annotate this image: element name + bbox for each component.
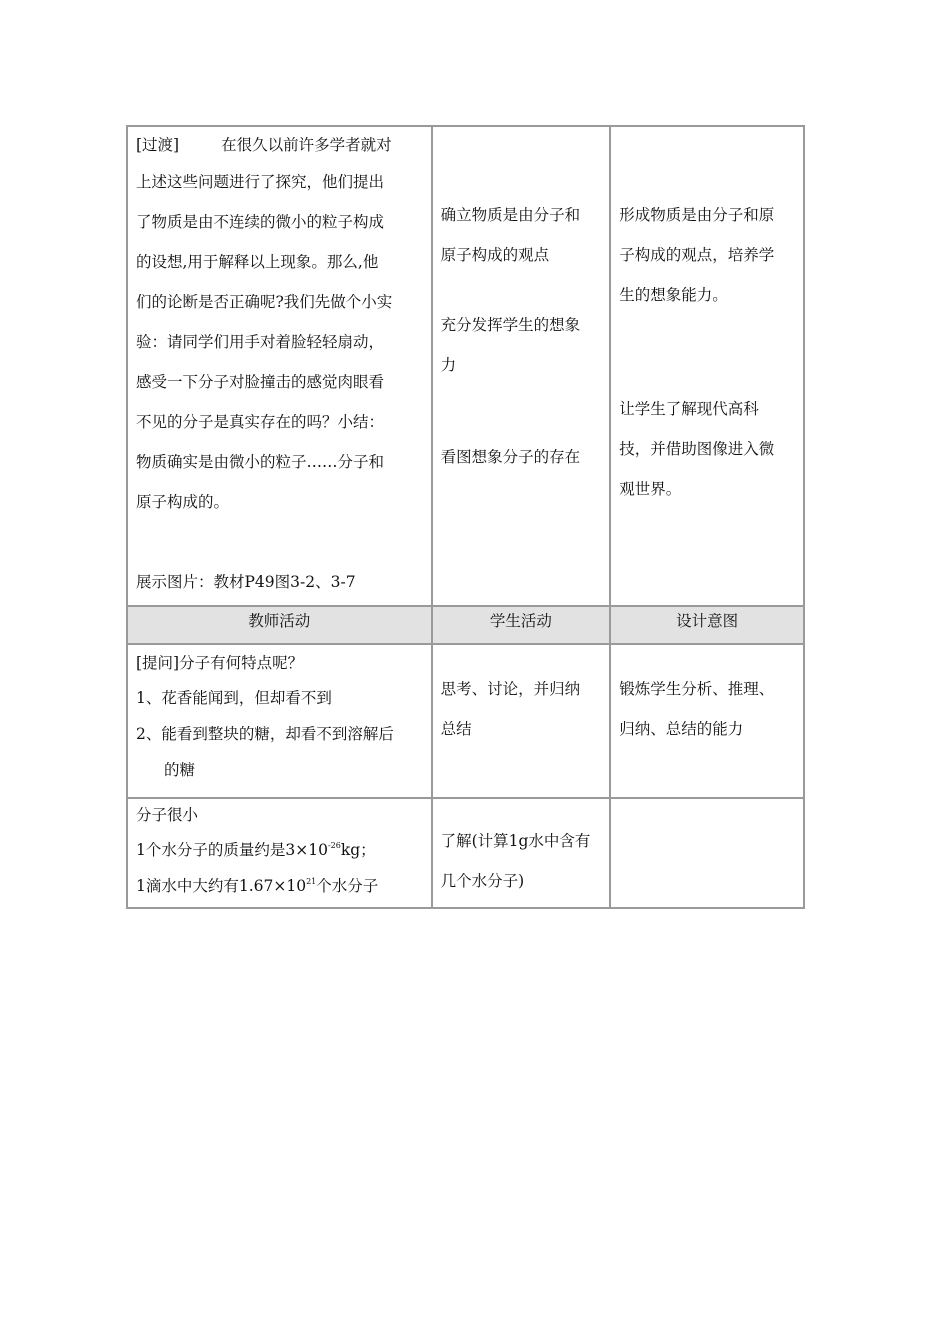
- text-line: 1个水分子的质量约是$3\times 10^{-26}kg$；: [136, 841, 376, 859]
- lesson-plan-table: [126, 125, 805, 909]
- teacher-activity-cell: [127, 644, 432, 798]
- text-line: 了物质是由不连续的微小的粒子构成: [136, 213, 385, 231]
- design-intent-cell: [610, 126, 804, 606]
- design-intent-cell: [610, 798, 804, 908]
- header-student-activity: 学生活动: [432, 606, 611, 644]
- table-row: [127, 798, 804, 908]
- teacher-activity-cell: [127, 126, 432, 606]
- student-activity-cell: [432, 644, 611, 798]
- text-line: 总结: [440, 720, 472, 738]
- text-line: 子构成的观点，培养学: [619, 246, 775, 264]
- text-line: 充分发挥学生的想象: [440, 316, 581, 334]
- text-line: 1滴水中大约有$1.67\times 10^{21}$个水分子: [136, 877, 379, 895]
- text-line: 上述这些问题进行了探究，他们提出: [136, 173, 385, 191]
- text-line: 2、能看到整块的糖，却看不到溶解后: [136, 725, 394, 743]
- text-line: [过渡] 在很久以前许多学者就对: [136, 136, 392, 154]
- text-line: 形成物质是由分子和原: [619, 206, 775, 224]
- header-teacher-activity: 教师活动: [127, 606, 432, 644]
- text-line: 让学生了解现代高科: [619, 400, 759, 418]
- text-line: [提问]分子有何特点呢？: [136, 654, 304, 672]
- text-line: 看图想象分子的存在: [440, 448, 581, 466]
- student-activity-cell: [432, 126, 611, 606]
- text-line: 分子很小: [136, 806, 199, 824]
- text-line: 观世界。: [619, 480, 682, 498]
- text-line: 的糖: [164, 761, 196, 779]
- header-design-intent: 设计意图: [610, 606, 804, 644]
- teacher-activity-cell: [127, 798, 432, 908]
- table-row: [127, 644, 804, 798]
- text-line: 思考、讨论，并归纳: [440, 680, 581, 698]
- table-row: [127, 126, 804, 606]
- text-line: 原子构成的。: [136, 493, 230, 511]
- text-line: 生的想象能力。: [619, 286, 728, 304]
- design-intent-cell: [610, 644, 804, 798]
- table-header-row: [127, 606, 804, 644]
- text-line: 展示图片：教材P49图3-2、3-7: [136, 573, 356, 591]
- text-line: 归纳、总结的能力: [619, 720, 744, 738]
- text-line: 原子构成的观点: [440, 246, 550, 264]
- text-line: 了解(计算1g水中含有: [440, 832, 591, 850]
- text-line: 感受一下分子对脸撞击的感觉肉眼看: [136, 373, 385, 391]
- text-line: 不见的分子是真实存在的吗？小结：: [136, 413, 385, 431]
- text-line: 锻炼学生分析、推理、: [619, 680, 775, 698]
- text-line: 几个水分子): [440, 872, 525, 890]
- text-line: 技，并借助图像进入微: [619, 440, 775, 458]
- text-line: 们的论断是否正确呢?我们先做个小实: [136, 293, 393, 311]
- text-line: 验：请同学们用手对着脸轻轻扇动，: [136, 333, 385, 351]
- text-line: 1、花香能闻到，但却看不到: [136, 689, 332, 707]
- text-line: 力: [440, 356, 457, 374]
- text-line: 的设想,用于解释以上现象。那么,他: [136, 253, 379, 271]
- text-line: 物质确实是由微小的粒子……分子和: [136, 453, 385, 471]
- text-line: 确立物质是由分子和: [440, 206, 581, 224]
- student-activity-cell: [432, 798, 611, 908]
